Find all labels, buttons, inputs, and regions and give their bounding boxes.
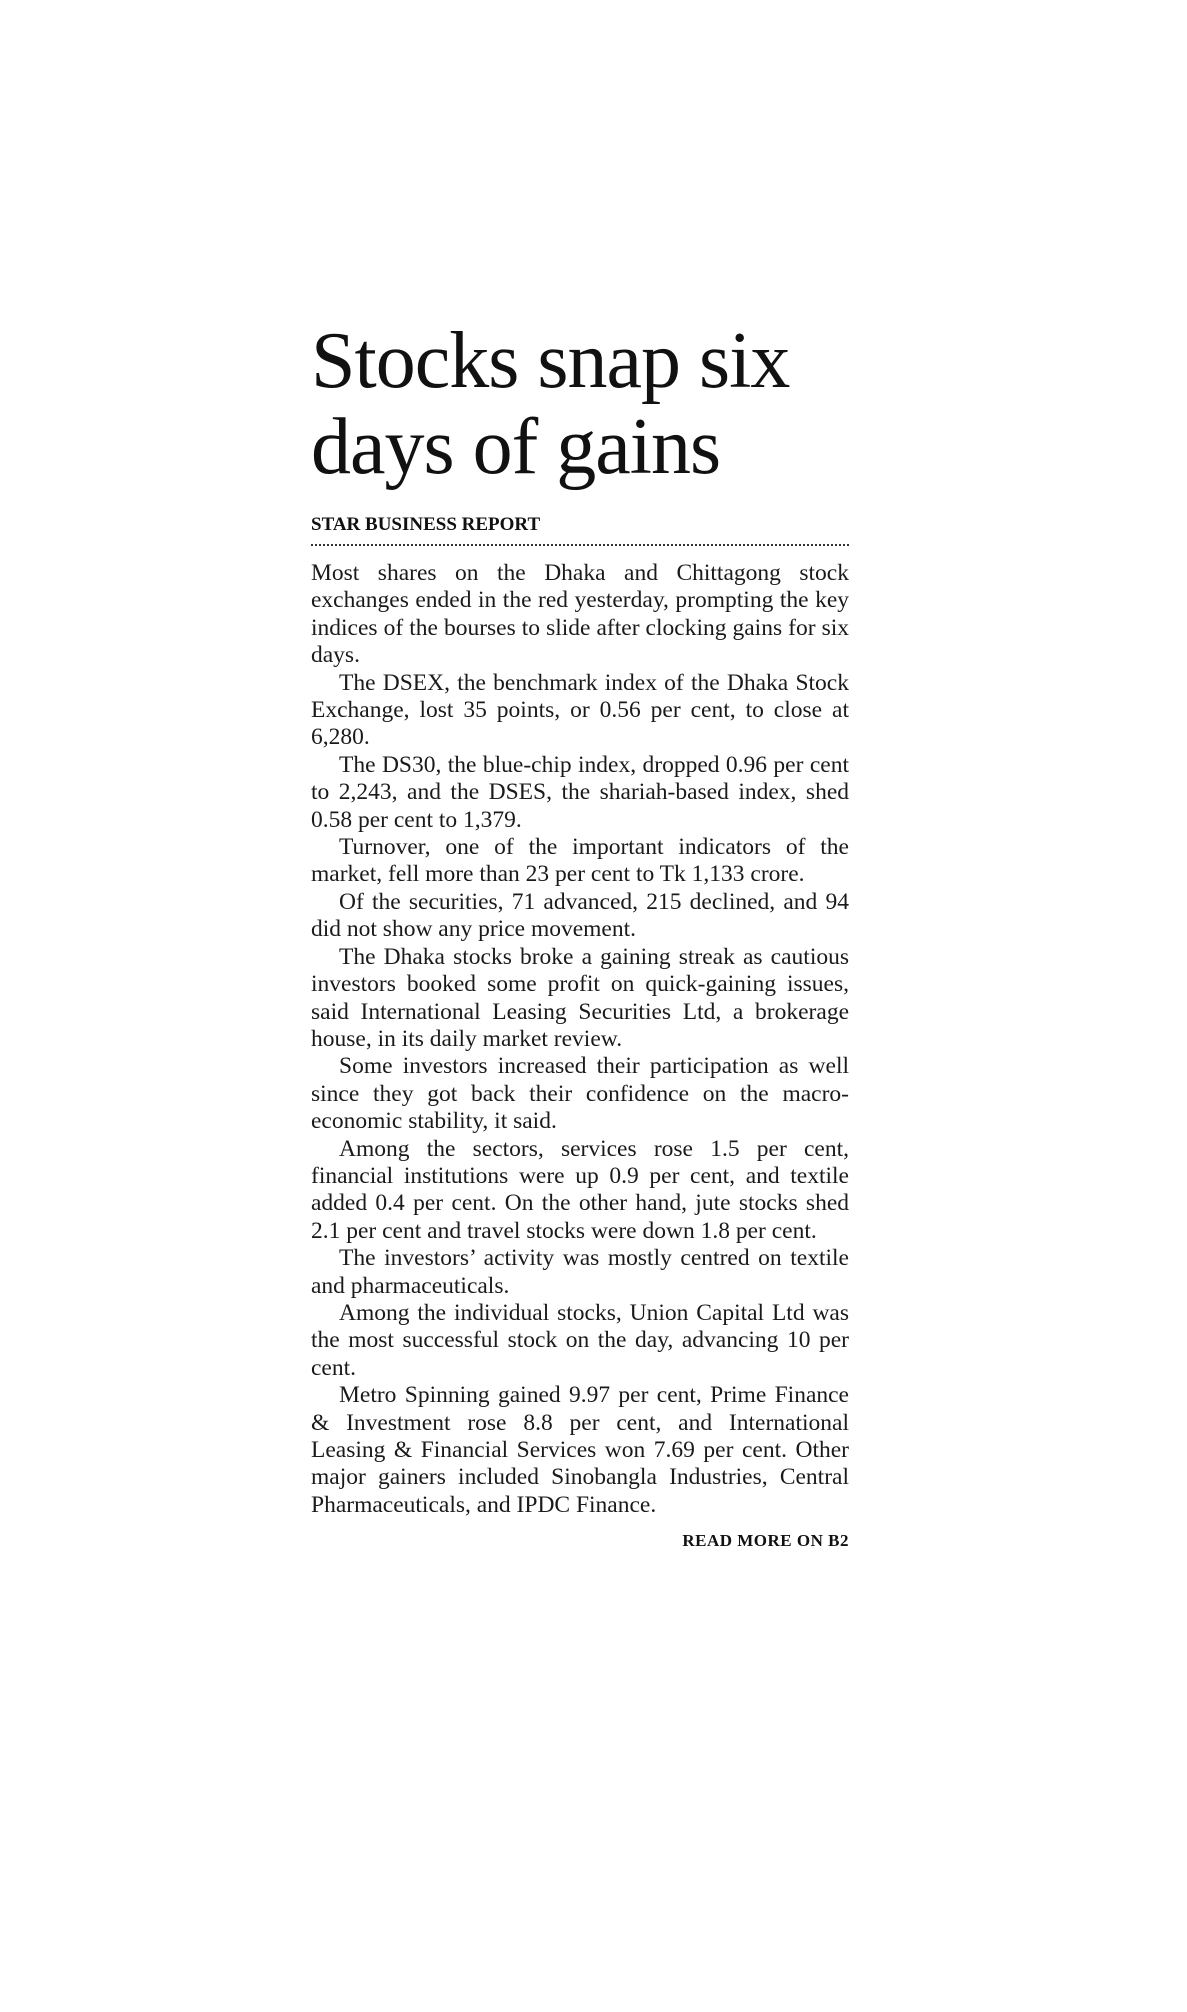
article-paragraph: The investors’ activity was mostly centred on textile and pharmaceuticals.: [311, 1245, 849, 1299]
read-more-jump: READ MORE ON B2: [682, 1531, 849, 1551]
article-paragraph: Some investors increased their participation as well since they got back their confidence on the macro-economic stability, it said.: [311, 1053, 849, 1135]
article-byline: STAR BUSINESS REPORT: [311, 514, 849, 546]
article-paragraph: Most shares on the Dhaka and Chittagong stock exchanges ended in the red yesterday, prompting the key indices of the bourses to slide after clocking gains for six days.: [311, 560, 849, 669]
article-paragraph: The DSEX, the benchmark index of the Dhaka Stock Exchange, lost 35 points, or 0.56 per cent, to close at 6,280.: [311, 669, 849, 751]
article-paragraph: Among the sectors, services rose 1.5 per cent, financial institutions were up 0.9 per cent, and textile added 0.4 per cent. On the other hand, jute stocks shed 2.1 per cent and travel stocks were down 1.8 per cent.: [311, 1135, 849, 1244]
article-paragraph: Among the individual stocks, Union Capital Ltd was the most successful stock on the day, advancing 10 per cent.: [311, 1299, 849, 1381]
article-paragraph: Turnover, one of the important indicators of the market, fell more than 23 per cent to Tk 1,133 crore.: [311, 834, 849, 888]
article-headline: Stocks snap six days of gains: [311, 317, 790, 491]
article-paragraph: Metro Spinning gained 9.97 per cent, Prime Finance & Investment rose 8.8 per cent, and International Leasing & Financial Services won 7.69 per cent. Other major gainers included Sinobangla Industries, Central Pharmaceuticals, and IPDC Finance.: [311, 1382, 849, 1518]
article-paragraph: The Dhaka stocks broke a gaining streak as cautious investors booked some profit on quick-gaining issues, said International Leasing Securities Ltd, a brokerage house, in its daily market review.: [311, 943, 849, 1052]
article-body: [311, 560, 849, 1519]
news-article: [311, 318, 849, 1551]
article-paragraph: The DS30, the blue-chip index, dropped 0.96 per cent to 2,243, and the DSES, the shariah-based index, shed 0.58 per cent to 1,379.: [311, 751, 849, 833]
article-paragraph: Of the securities, 71 advanced, 215 declined, and 94 did not show any price movement.: [311, 888, 849, 943]
